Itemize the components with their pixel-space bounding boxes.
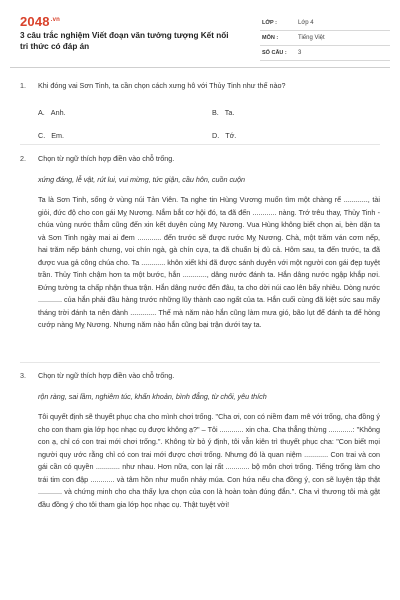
fill-in-passage: Tôi quyết định sẽ thuyết phục cha cho mình chơi trống. "Cha ơi, con có niềm đam mê với trống, cha đồng ý cho con tham gia lớp học nhạc cụ được không ạ?" – Tôi ............ xin cha. Cha thẳng thừng ............: "Không con ạ, chỉ có con trai mới chơi trống.". Không từ bỏ ý định, tôi vẫn kiên trì thuyết phục cha: "Con biết mọi người quy ước rằng chỉ có con trai mới được chơi trống. Nhưng đó là quan niệm ............ Con trai và con gái cần có quyền ............ như nhau. Hơn nữa, con lại rất ............ bộ môn chơi trống. Tiếng trống làm cho trái tim con đập ............ và tâm hồn như muốn nhảy múa. Con hứa nếu cha đồng ý, con sẽ luyện tập thật ............ và chứng minh cho cha thấy lựa chọn của con là hoàn toàn đúng đắn.". Cha vì thương tôi mà gật đầu đồng ý cho tôi tham gia lớp học nhạc cụ. Thật tuyệt vời! [38,412,380,509]
word-bank: xứng đáng, lễ vật, rút lui, vui mừng, tức giận, cầu hôn, cuồn cuộn [38,174,246,184]
fill-in-passage: Ta là Sơn Tinh, sống ở vùng núi Tản Viên. Ta nghe tin Hùng Vương muốn tìm một chàng rể ............, tài giỏi, đức độ cho con gái Mỵ Nương. Nắm bắt cơ hội đó, ta đã đến ............ nàng. Trớ trêu thay, Thủy Tinh - chúa vùng nước thẳm cũng đến xin kết duyên cùng Mỵ Nương. Vua Hùng không biết chọn ai, bèn dặn ta và Sơn Tinh ngày mai ai đem ............ đến trước sẽ được rước Mỵ Nương. Chà, một trăm ván cơm nếp, hai trăm nếp bánh chưng, voi chín ngà, gà chín cựa, ta đã chuẩn bị đủ cả. Hôm sau, ta đến trước, ta đã được vua gả công chúa cho. Ta ............ khôn xiết khi đã được sánh duyên với một người con gái đẹp tuyệt trần. Thủy Tinh chậm hơn ta một bước, hắn ............, dâng nước đánh ta. Hắn dâng nước ngập khắp nơi. Đứng tường ta chấp nhận thua trận. Hắn dâng nước đến đâu, ta cho dời núi cao lên bấy nhiêu. Dòng nước ............ của hắn phải đầu hàng trước những lũy thành cao ngất của ta. Hắn cuối cùng đã kiệt sức sau mấy tháng trời đánh ta nên đành ............. Thế mà năm nào hắn cũng làm mưa gió, bão lụt để đánh ta để hòng cướp nàng Mỵ Nương. Nhưng năm nào hắn cũng bại trận dưới tay ta. [38,195,380,329]
page-header [10,14,390,74]
question-number: 2. [20,154,26,163]
info-value: Tiếng Việt [296,31,390,46]
logo-suffix-text: .vn [50,16,61,23]
question-text: Khi đóng vai Sơn Tinh, ta cần chọn cách xưng hô với Thủy Tinh như thế nào? [38,81,286,90]
option-text: Em. [51,130,64,140]
question-number: 1. [20,81,26,90]
site-logo[interactable] [20,14,60,29]
question-2 [20,153,380,332]
question-number: 3. [20,371,26,380]
question-text: Chọn từ ngữ thích hợp điền vào chỗ trống. [38,154,175,163]
info-row-subject [260,31,390,46]
question-separator [20,362,380,363]
word-bank: rộn ràng, sai lầm, nghiêm túc, khẩn khoản, bình đẳng, từ chối, yêu thích [38,391,267,401]
info-value: Lớp 4 [296,16,390,31]
document-title: 3 câu trắc nghiệm Viết đoạn văn tưởng tượng Kết nối tri thức có đáp án [20,31,229,51]
option-c[interactable] [38,130,64,143]
info-label: SỐ CÂU : [260,46,296,61]
question-text: Chọn từ ngữ thích hợp điền vào chỗ trống. [38,371,175,380]
option-letter: D. [212,130,220,140]
info-table [260,16,390,61]
option-b[interactable] [212,107,234,120]
info-label: LỚP : [260,16,296,31]
option-d[interactable] [212,130,236,143]
option-letter: C. [38,130,46,140]
info-label: MÔN : [260,31,296,46]
option-letter: A. [38,107,45,117]
info-value: 3 [296,46,390,61]
header-divider [10,67,390,68]
answer-options [38,99,380,143]
option-text: Tớ. [225,130,237,140]
question-3 [20,370,380,511]
question-1 [20,80,380,143]
info-row-question-count [260,46,390,61]
info-row-grade [260,16,390,31]
logo-main-text: 2048 [20,14,50,29]
option-text: Ta. [224,107,235,117]
option-a[interactable] [38,107,66,120]
option-text: Anh. [50,107,66,117]
question-separator [20,144,380,145]
option-letter: B. [212,107,219,117]
